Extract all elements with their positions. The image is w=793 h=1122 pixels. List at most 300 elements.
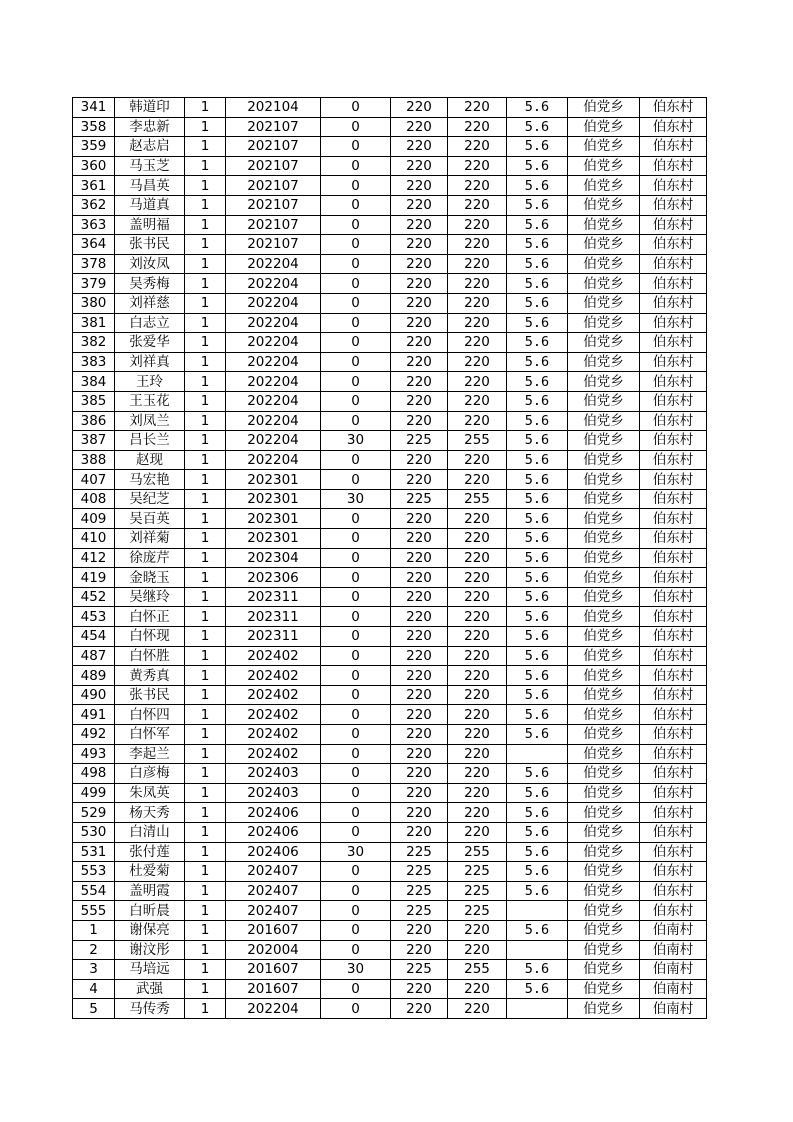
table-row (73, 274, 707, 294)
rate-cell: 5.6 (507, 333, 568, 353)
rate-cell: 5.6 (507, 372, 568, 392)
count-cell: 1 (185, 391, 226, 411)
table-row (73, 979, 707, 999)
table-row (73, 470, 707, 490)
name-cell: 吴纪芝 (115, 489, 185, 509)
count-cell: 1 (185, 156, 226, 176)
name-cell: 张爱华 (115, 333, 185, 353)
village-cell: 伯东村 (640, 901, 707, 921)
period-cell: 202301 (226, 529, 321, 549)
row-number-cell: 554 (73, 881, 115, 901)
name-cell: 李起兰 (115, 744, 185, 764)
row-number-cell: 453 (73, 607, 115, 627)
village-cell: 伯东村 (640, 666, 707, 686)
village-cell: 伯东村 (640, 293, 707, 313)
village-cell: 伯东村 (640, 822, 707, 842)
town-cell: 伯党乡 (568, 333, 640, 353)
rate-cell: 5.6 (507, 960, 568, 980)
count-cell: 1 (185, 627, 226, 647)
count-cell: 1 (185, 999, 226, 1019)
table-row (73, 940, 707, 960)
base-amount-cell: 220 (391, 470, 448, 490)
total-amount-cell: 225 (448, 881, 507, 901)
count-cell: 1 (185, 176, 226, 196)
row-number-cell: 384 (73, 372, 115, 392)
name-cell: 白昕晨 (115, 901, 185, 921)
count-cell: 1 (185, 587, 226, 607)
row-number-cell: 5 (73, 999, 115, 1019)
rate-cell: 5.6 (507, 587, 568, 607)
rate-cell: 5.6 (507, 391, 568, 411)
extra-amount-cell: 0 (321, 979, 391, 999)
base-amount-cell: 225 (391, 881, 448, 901)
period-cell: 202204 (226, 293, 321, 313)
village-cell: 伯东村 (640, 470, 707, 490)
period-cell: 202107 (226, 235, 321, 255)
total-amount-cell: 220 (448, 705, 507, 725)
total-amount-cell: 255 (448, 431, 507, 451)
row-number-cell: 407 (73, 470, 115, 490)
base-amount-cell: 220 (391, 940, 448, 960)
count-cell: 1 (185, 470, 226, 490)
total-amount-cell: 220 (448, 411, 507, 431)
name-cell: 李忠新 (115, 117, 185, 137)
table-row (73, 333, 707, 353)
rate-cell: 5.6 (507, 509, 568, 529)
extra-amount-cell: 0 (321, 313, 391, 333)
name-cell: 马宏艳 (115, 470, 185, 490)
rate-cell: 5.6 (507, 783, 568, 803)
total-amount-cell: 220 (448, 333, 507, 353)
town-cell: 伯党乡 (568, 862, 640, 882)
rate-cell (507, 999, 568, 1019)
table-row (73, 450, 707, 470)
name-cell: 白志立 (115, 313, 185, 333)
table-row (73, 529, 707, 549)
row-number-cell: 341 (73, 98, 115, 118)
extra-amount-cell: 0 (321, 509, 391, 529)
village-cell: 伯东村 (640, 254, 707, 274)
extra-amount-cell: 0 (321, 391, 391, 411)
row-number-cell: 1 (73, 920, 115, 940)
row-number-cell: 387 (73, 431, 115, 451)
total-amount-cell: 220 (448, 920, 507, 940)
total-amount-cell: 220 (448, 372, 507, 392)
table-row (73, 803, 707, 823)
period-cell: 202407 (226, 901, 321, 921)
village-cell: 伯东村 (640, 529, 707, 549)
rate-cell: 5.6 (507, 254, 568, 274)
period-cell: 202311 (226, 587, 321, 607)
rate-cell: 5.6 (507, 137, 568, 157)
extra-amount-cell: 0 (321, 529, 391, 549)
row-number-cell: 454 (73, 627, 115, 647)
name-cell: 王玲 (115, 372, 185, 392)
extra-amount-cell: 30 (321, 489, 391, 509)
base-amount-cell: 220 (391, 646, 448, 666)
rate-cell: 5.6 (507, 529, 568, 549)
row-number-cell: 408 (73, 489, 115, 509)
row-number-cell: 530 (73, 822, 115, 842)
count-cell: 1 (185, 666, 226, 686)
name-cell: 杨天秀 (115, 803, 185, 823)
period-cell: 202402 (226, 685, 321, 705)
row-number-cell: 409 (73, 509, 115, 529)
rate-cell: 5.6 (507, 235, 568, 255)
total-amount-cell: 220 (448, 607, 507, 627)
table-row (73, 235, 707, 255)
table-row (73, 862, 707, 882)
town-cell: 伯党乡 (568, 587, 640, 607)
count-cell: 1 (185, 960, 226, 980)
table-row (73, 391, 707, 411)
row-number-cell: 491 (73, 705, 115, 725)
table-row (73, 627, 707, 647)
row-number-cell: 388 (73, 450, 115, 470)
village-cell: 伯南村 (640, 999, 707, 1019)
village-cell: 伯东村 (640, 685, 707, 705)
extra-amount-cell: 0 (321, 920, 391, 940)
count-cell: 1 (185, 920, 226, 940)
period-cell: 201607 (226, 920, 321, 940)
base-amount-cell: 220 (391, 372, 448, 392)
row-number-cell: 419 (73, 568, 115, 588)
village-cell: 伯东村 (640, 391, 707, 411)
period-cell: 202402 (226, 646, 321, 666)
table-row (73, 646, 707, 666)
total-amount-cell: 220 (448, 783, 507, 803)
table-row (73, 783, 707, 803)
village-cell: 伯东村 (640, 489, 707, 509)
total-amount-cell: 255 (448, 842, 507, 862)
rate-cell: 5.6 (507, 156, 568, 176)
table-row (73, 431, 707, 451)
town-cell: 伯党乡 (568, 901, 640, 921)
rate-cell: 5.6 (507, 98, 568, 118)
name-cell: 盖明福 (115, 215, 185, 235)
town-cell: 伯党乡 (568, 176, 640, 196)
count-cell: 1 (185, 431, 226, 451)
row-number-cell: 499 (73, 783, 115, 803)
period-cell: 202402 (226, 666, 321, 686)
extra-amount-cell: 0 (321, 137, 391, 157)
period-cell: 202107 (226, 156, 321, 176)
period-cell: 202406 (226, 803, 321, 823)
rate-cell: 5.6 (507, 450, 568, 470)
period-cell: 202204 (226, 352, 321, 372)
row-number-cell: 383 (73, 352, 115, 372)
name-cell: 赵现 (115, 450, 185, 470)
rate-cell: 5.6 (507, 979, 568, 999)
village-cell: 伯东村 (640, 137, 707, 157)
rate-cell: 5.6 (507, 431, 568, 451)
count-cell: 1 (185, 803, 226, 823)
town-cell: 伯党乡 (568, 705, 640, 725)
period-cell: 202204 (226, 999, 321, 1019)
village-cell: 伯东村 (640, 156, 707, 176)
rate-cell: 5.6 (507, 548, 568, 568)
extra-amount-cell: 0 (321, 293, 391, 313)
village-cell: 伯南村 (640, 920, 707, 940)
total-amount-cell: 220 (448, 98, 507, 118)
rate-cell: 5.6 (507, 607, 568, 627)
period-cell: 202107 (226, 215, 321, 235)
count-cell: 1 (185, 744, 226, 764)
row-number-cell: 359 (73, 137, 115, 157)
count-cell: 1 (185, 274, 226, 294)
row-number-cell: 380 (73, 293, 115, 313)
village-cell: 伯东村 (640, 176, 707, 196)
base-amount-cell: 220 (391, 705, 448, 725)
base-amount-cell: 220 (391, 568, 448, 588)
total-amount-cell: 220 (448, 666, 507, 686)
village-cell: 伯东村 (640, 725, 707, 745)
extra-amount-cell: 0 (321, 725, 391, 745)
name-cell: 王玉花 (115, 391, 185, 411)
village-cell: 伯东村 (640, 509, 707, 529)
total-amount-cell: 220 (448, 313, 507, 333)
total-amount-cell: 220 (448, 568, 507, 588)
village-cell: 伯东村 (640, 411, 707, 431)
period-cell: 202306 (226, 568, 321, 588)
rate-cell: 5.6 (507, 920, 568, 940)
total-amount-cell: 220 (448, 979, 507, 999)
period-cell: 202403 (226, 783, 321, 803)
period-cell: 202403 (226, 764, 321, 784)
rate-cell: 5.6 (507, 411, 568, 431)
village-cell: 伯东村 (640, 352, 707, 372)
row-number-cell: 493 (73, 744, 115, 764)
period-cell: 202004 (226, 940, 321, 960)
name-cell: 徐庞芹 (115, 548, 185, 568)
town-cell: 伯党乡 (568, 666, 640, 686)
base-amount-cell: 220 (391, 215, 448, 235)
town-cell: 伯党乡 (568, 293, 640, 313)
table-row (73, 215, 707, 235)
period-cell: 202107 (226, 117, 321, 137)
rate-cell: 5.6 (507, 764, 568, 784)
base-amount-cell: 225 (391, 960, 448, 980)
village-cell: 伯东村 (640, 607, 707, 627)
count-cell: 1 (185, 607, 226, 627)
count-cell: 1 (185, 215, 226, 235)
town-cell: 伯党乡 (568, 920, 640, 940)
base-amount-cell: 220 (391, 725, 448, 745)
table-row (73, 411, 707, 431)
base-amount-cell: 220 (391, 391, 448, 411)
name-cell: 马玉芝 (115, 156, 185, 176)
extra-amount-cell: 30 (321, 431, 391, 451)
row-number-cell: 386 (73, 411, 115, 431)
town-cell: 伯党乡 (568, 254, 640, 274)
name-cell: 刘祥真 (115, 352, 185, 372)
count-cell: 1 (185, 764, 226, 784)
town-cell: 伯党乡 (568, 783, 640, 803)
village-cell: 伯东村 (640, 450, 707, 470)
base-amount-cell: 220 (391, 666, 448, 686)
count-cell: 1 (185, 489, 226, 509)
row-number-cell: 378 (73, 254, 115, 274)
village-cell: 伯东村 (640, 646, 707, 666)
rate-cell: 5.6 (507, 822, 568, 842)
total-amount-cell: 255 (448, 489, 507, 509)
total-amount-cell: 220 (448, 156, 507, 176)
town-cell: 伯党乡 (568, 274, 640, 294)
name-cell: 吴百英 (115, 509, 185, 529)
extra-amount-cell: 0 (321, 764, 391, 784)
count-cell: 1 (185, 725, 226, 745)
count-cell: 1 (185, 137, 226, 157)
total-amount-cell: 220 (448, 470, 507, 490)
count-cell: 1 (185, 881, 226, 901)
total-amount-cell: 220 (448, 764, 507, 784)
name-cell: 张书民 (115, 685, 185, 705)
town-cell: 伯党乡 (568, 999, 640, 1019)
name-cell: 吴继玲 (115, 587, 185, 607)
period-cell: 202204 (226, 411, 321, 431)
table-row (73, 195, 707, 215)
data-table (72, 97, 707, 1019)
table-row (73, 822, 707, 842)
rate-cell: 5.6 (507, 489, 568, 509)
town-cell: 伯党乡 (568, 744, 640, 764)
count-cell: 1 (185, 548, 226, 568)
base-amount-cell: 220 (391, 333, 448, 353)
name-cell: 刘汝凤 (115, 254, 185, 274)
base-amount-cell: 220 (391, 274, 448, 294)
rate-cell: 5.6 (507, 313, 568, 333)
base-amount-cell: 225 (391, 862, 448, 882)
row-number-cell: 412 (73, 548, 115, 568)
count-cell: 1 (185, 98, 226, 118)
period-cell: 202304 (226, 548, 321, 568)
extra-amount-cell: 0 (321, 411, 391, 431)
name-cell: 盖明霞 (115, 881, 185, 901)
row-number-cell: 361 (73, 176, 115, 196)
count-cell: 1 (185, 529, 226, 549)
total-amount-cell: 220 (448, 803, 507, 823)
table-row (73, 960, 707, 980)
extra-amount-cell: 0 (321, 235, 391, 255)
town-cell: 伯党乡 (568, 725, 640, 745)
table-row (73, 137, 707, 157)
table-row (73, 352, 707, 372)
rate-cell: 5.6 (507, 176, 568, 196)
extra-amount-cell: 0 (321, 881, 391, 901)
town-cell: 伯党乡 (568, 489, 640, 509)
town-cell: 伯党乡 (568, 372, 640, 392)
count-cell: 1 (185, 705, 226, 725)
extra-amount-cell: 0 (321, 587, 391, 607)
count-cell: 1 (185, 822, 226, 842)
total-amount-cell: 220 (448, 137, 507, 157)
name-cell: 谢保亮 (115, 920, 185, 940)
name-cell: 白怀四 (115, 705, 185, 725)
rate-cell: 5.6 (507, 725, 568, 745)
rate-cell: 5.6 (507, 470, 568, 490)
table-row (73, 764, 707, 784)
period-cell: 202402 (226, 725, 321, 745)
town-cell: 伯党乡 (568, 98, 640, 118)
period-cell: 202204 (226, 313, 321, 333)
base-amount-cell: 220 (391, 195, 448, 215)
count-cell: 1 (185, 901, 226, 921)
base-amount-cell: 220 (391, 156, 448, 176)
town-cell: 伯党乡 (568, 568, 640, 588)
total-amount-cell: 220 (448, 685, 507, 705)
rate-cell: 5.6 (507, 352, 568, 372)
row-number-cell: 358 (73, 117, 115, 137)
base-amount-cell: 220 (391, 685, 448, 705)
extra-amount-cell: 0 (321, 999, 391, 1019)
town-cell: 伯党乡 (568, 470, 640, 490)
village-cell: 伯东村 (640, 881, 707, 901)
extra-amount-cell: 0 (321, 156, 391, 176)
count-cell: 1 (185, 195, 226, 215)
town-cell: 伯党乡 (568, 979, 640, 999)
base-amount-cell: 220 (391, 783, 448, 803)
town-cell: 伯党乡 (568, 352, 640, 372)
town-cell: 伯党乡 (568, 391, 640, 411)
extra-amount-cell: 0 (321, 176, 391, 196)
extra-amount-cell: 0 (321, 548, 391, 568)
base-amount-cell: 220 (391, 548, 448, 568)
village-cell: 伯东村 (640, 215, 707, 235)
row-number-cell: 487 (73, 646, 115, 666)
table-row (73, 254, 707, 274)
row-number-cell: 410 (73, 529, 115, 549)
period-cell: 202301 (226, 489, 321, 509)
table-row (73, 842, 707, 862)
name-cell: 吴秀梅 (115, 274, 185, 294)
name-cell: 白彦梅 (115, 764, 185, 784)
town-cell: 伯党乡 (568, 195, 640, 215)
extra-amount-cell: 0 (321, 274, 391, 294)
rate-cell: 5.6 (507, 842, 568, 862)
town-cell: 伯党乡 (568, 646, 640, 666)
count-cell: 1 (185, 979, 226, 999)
table-row (73, 509, 707, 529)
count-cell: 1 (185, 372, 226, 392)
village-cell: 伯东村 (640, 431, 707, 451)
row-number-cell: 492 (73, 725, 115, 745)
name-cell: 武强 (115, 979, 185, 999)
extra-amount-cell: 0 (321, 862, 391, 882)
rate-cell: 5.6 (507, 803, 568, 823)
extra-amount-cell: 0 (321, 666, 391, 686)
period-cell: 202204 (226, 333, 321, 353)
rate-cell (507, 901, 568, 921)
row-number-cell: 362 (73, 195, 115, 215)
extra-amount-cell: 0 (321, 254, 391, 274)
table-row (73, 744, 707, 764)
village-cell: 伯东村 (640, 587, 707, 607)
count-cell: 1 (185, 568, 226, 588)
extra-amount-cell: 30 (321, 960, 391, 980)
row-number-cell: 555 (73, 901, 115, 921)
row-number-cell: 498 (73, 764, 115, 784)
row-number-cell: 553 (73, 862, 115, 882)
total-amount-cell: 220 (448, 940, 507, 960)
name-cell: 谢汶彤 (115, 940, 185, 960)
rate-cell: 5.6 (507, 195, 568, 215)
name-cell: 张书民 (115, 235, 185, 255)
rate-cell (507, 940, 568, 960)
total-amount-cell: 220 (448, 509, 507, 529)
extra-amount-cell: 0 (321, 450, 391, 470)
village-cell: 伯东村 (640, 372, 707, 392)
rate-cell: 5.6 (507, 705, 568, 725)
